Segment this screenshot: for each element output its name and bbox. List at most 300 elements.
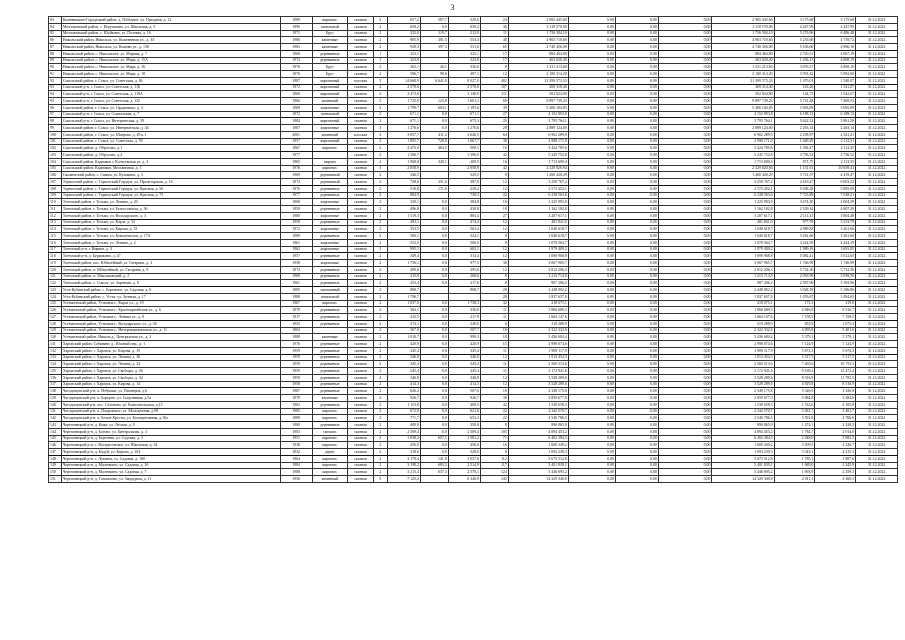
cell-residential-area: 1 195,6 (448, 104, 480, 111)
cell-residential-area: 675,3 (448, 118, 480, 125)
cell-completion-date: 31.12.2022 (856, 212, 898, 219)
cell-total-area: 728,6 (387, 179, 420, 186)
cell-wall-material: кирпичн. (312, 300, 347, 307)
cell-residents-count: 17 (480, 57, 508, 64)
cell-cost-fund: 0,00 (568, 23, 615, 30)
cell-residential-area: 324,1 (448, 233, 480, 240)
cell-max-cost-per-sqm: 1 540,07 (815, 77, 856, 84)
cell-max-cost-per-sqm: 4 706,0 (815, 415, 856, 422)
cell-total-cost: 1 162 182,8 (508, 206, 568, 213)
cell-completion-date: 31.12.2022 (856, 44, 898, 51)
cell-cost-local: 0,00 (658, 152, 712, 159)
cell-cost-total-owner: 2 889 124,00 (712, 125, 774, 132)
cell-cost-fund: 0,00 (568, 307, 615, 314)
cell-address: Сокольский район, г. Сокол, ул. Советская, д. 59 (61, 138, 280, 145)
cell-residential-area: 248,0 (448, 320, 480, 327)
cell-completion-date: 31.12.2022 (856, 165, 898, 172)
cell-wall-material: каменные (312, 37, 347, 44)
cell-cost-regional: 0,00 (615, 462, 658, 469)
cell-build-year: 1957 (280, 253, 312, 260)
cell-row-number: 88 (49, 50, 62, 57)
cell-max-cost-per-sqm: 2 328,5 (815, 422, 856, 429)
cell-address: Череповецкий р-н, с. Воскресенское, ул. Школьная, д. 34 (61, 442, 280, 449)
cell-build-year: 1961 (280, 239, 312, 246)
cell-max-cost-per-sqm: 3 756,32 (815, 152, 856, 159)
cell-total-area: 415,8 (387, 273, 420, 280)
cell-residential-area: 999,3 (448, 334, 480, 341)
cell-cost-per-sqm: 3 676,37 (774, 64, 815, 71)
cell-roof-type: скатная (348, 30, 374, 37)
cell-nonresidential-area: 0,0 (420, 395, 448, 402)
cell-cost-fund: 0,00 (568, 219, 615, 226)
table-row (49, 374, 898, 381)
cell-cost-total-owner: 6 238 563,6 (712, 192, 774, 199)
cell-row-number: 121 (49, 273, 62, 280)
cell-nonresidential-area: 637,3 (420, 469, 448, 476)
cell-address: Тотемский район, с. Спасье, ул. Заречная, д. 8 (61, 280, 280, 287)
cell-roof-type: плоская (348, 77, 374, 84)
cell-total-cost: 6 238 563,6 (508, 192, 568, 199)
cell-cost-regional: 0,00 (615, 273, 658, 280)
cell-total-area: 1 968,8 (387, 158, 420, 165)
cell-floors: 2 (373, 428, 387, 435)
cell-cost-per-sqm: 1 785,1 (774, 455, 815, 462)
cell-cost-regional: 0,00 (615, 17, 658, 24)
cell-floors: 2 (373, 260, 387, 267)
cell-total-cost: 5 436 684,4 (508, 334, 568, 341)
cell-cost-per-sqm: 1 649,29 (774, 138, 815, 145)
cell-cost-per-sqm: 5 672,3 (774, 347, 815, 354)
cell-wall-material: деревянные (312, 388, 347, 395)
cell-floors: 2 (373, 361, 387, 368)
cell-total-area: 2 058,9 (387, 165, 420, 172)
cell-nonresidential-area: 0,0 (420, 266, 448, 273)
cell-build-year: 1967 (280, 125, 312, 132)
cell-total-cost: 2 329 820,94 (508, 165, 568, 172)
cell-cost-total-owner: 502 824,80 (712, 91, 774, 98)
cell-cost-regional: 0,00 (615, 158, 658, 165)
cell-address: Харовский район, г. Харовск, ул. Ленина, д. 24 (61, 361, 280, 368)
page-number: 3 (450, 3, 455, 12)
cell-cost-fund: 0,00 (568, 455, 615, 462)
cell-build-year: 1977 (280, 152, 312, 159)
cell-completion-date: 31.12.2022 (856, 71, 898, 78)
cell-total-area: 1 010,7 (387, 334, 420, 341)
cell-cost-regional: 0,00 (615, 334, 658, 341)
cell-cost-regional: 0,00 (615, 152, 658, 159)
cell-cost-local: 0,00 (658, 64, 712, 71)
cell-cost-total-owner: 218 075,1 (712, 300, 774, 307)
cell-total-area: 1 396,7 (387, 152, 420, 159)
cell-total-cost: 5 446 695,2 (508, 469, 568, 476)
table-row (49, 226, 898, 233)
cell-cost-per-sqm: 4 419,47 (774, 179, 815, 186)
cell-cost-fund: 0,00 (568, 77, 615, 84)
cell-completion-date: 31.12.2022 (856, 449, 898, 456)
cell-residents-count: 27 (480, 111, 508, 118)
cell-nonresidential-area (420, 172, 448, 179)
cell-cost-total-owner: 4 963 710,60 (712, 37, 774, 44)
cell-total-area: 2 509,4 (387, 428, 420, 435)
cell-completion-date: 31.12.2022 (856, 347, 898, 354)
cell-completion-date: 31.12.2022 (856, 334, 898, 341)
cell-wall-material: деревянные (312, 185, 347, 192)
cell-roof-type: скатная (348, 253, 374, 260)
cell-cost-fund: 0,00 (568, 422, 615, 429)
cell-row-number: 120 (49, 266, 62, 273)
cell-cost-fund: 0,00 (568, 84, 615, 91)
cell-floors: 1 (373, 50, 387, 57)
cell-cost-local: 0,00 (658, 233, 712, 240)
cell-nonresidential-area: 604,1 (420, 104, 448, 111)
cell-cost-fund: 0,00 (568, 226, 615, 233)
cell-cost-per-sqm: 1 479,01 (774, 77, 815, 84)
cell-address: Молчановский район, с. Игрушкино, ул. Школьная, д. 5 (61, 23, 280, 30)
cell-cost-fund: 0,00 (568, 341, 615, 348)
cell-cost-local: 0,00 (658, 44, 712, 51)
cell-cost-local: 0,00 (658, 192, 712, 199)
cell-cost-regional: 0,00 (615, 287, 658, 294)
cell-wall-material: деревянные (312, 206, 347, 213)
cell-roof-type: скатная (348, 347, 374, 354)
cell-row-number: 108 (49, 185, 62, 192)
cell-cost-per-sqm: 5 082,41 (774, 253, 815, 260)
cell-address: Устюженский район, Устюжна г., Володарского ул., д. 38 (61, 320, 280, 327)
cell-total-cost: 218 075,1 (508, 300, 568, 307)
cell-residential-area: 420,9 (448, 341, 480, 348)
cell-total-area: 2 472,0 (387, 145, 420, 152)
cell-build-year: 1969 (280, 91, 312, 98)
cell-cost-total-owner: 1 690 968,8 (712, 253, 774, 260)
table-row (49, 219, 898, 226)
cell-max-cost-per-sqm: 3 261,66 (815, 233, 856, 240)
housing-register-table (48, 16, 898, 483)
cell-cost-regional: 0,00 (615, 388, 658, 395)
cell-address: Тотемский р-н, г. Вирков, д. 4 (61, 246, 280, 253)
cell-max-cost-per-sqm: 5 401,6 (815, 327, 856, 334)
cell-cost-fund: 0,00 (568, 37, 615, 44)
cell-cost-local: 0,00 (658, 266, 712, 273)
cell-address: Череповецкий р-н, д. Кажа, ул. Лесная, д. 8 (61, 422, 280, 429)
cell-build-year: 1974 (280, 266, 312, 273)
cell-total-area: 1 725,9 (387, 98, 420, 105)
cell-row-number: 86 (49, 37, 62, 44)
cell-cost-fund: 0,00 (568, 368, 615, 375)
cell-cost-local: 0,00 (658, 307, 712, 314)
cell-cost-regional: 0,00 (615, 266, 658, 273)
cell-total-area: 349,4 (387, 253, 420, 260)
cell-residential-area: 1 601,1 (448, 98, 480, 105)
cell-total-cost: 3 118 570,00 (508, 23, 568, 30)
cell-address: Череповецкий р-н, с. Луковец, ул. Садовая, д. 100 (61, 455, 280, 462)
cell-roof-type: скатная (348, 300, 374, 307)
cell-residential-area: 1 738,3 (448, 300, 480, 307)
cell-completion-date: 31.12.2022 (856, 455, 898, 462)
cell-completion-date: 31.12.2022 (856, 118, 898, 125)
cell-total-area: 1 895,7 (387, 138, 420, 145)
table-row (49, 84, 898, 91)
cell-floors: 2 (373, 395, 387, 402)
cell-cost-total-owner: 2 560 513,6 (712, 361, 774, 368)
cell-floors: 2 (373, 401, 387, 408)
cell-cost-fund: 0,00 (568, 401, 615, 408)
cell-roof-type: скатная (348, 307, 374, 314)
table-row (49, 57, 898, 64)
table-row (49, 172, 898, 179)
cell-completion-date: 31.12.2022 (856, 64, 898, 71)
cell-residents-count: 11 (480, 347, 508, 354)
cell-total-cost: 2 560 513,6 (508, 361, 568, 368)
cell-residents-count: 145 (480, 476, 508, 483)
cell-cost-total-owner: 5 406 104,85 (712, 104, 774, 111)
cell-residential-area: 345,4 (448, 361, 480, 368)
cell-total-area: 808,7 (387, 287, 420, 294)
cell-roof-type: скатная (348, 361, 374, 368)
table-row (49, 239, 898, 246)
cell-residential-area: 1 581,2 (448, 435, 480, 442)
cell-floors: 2 (373, 219, 387, 226)
cell-address: Харовский район, г. Харовск, ул. Кирова, д. 14 (61, 381, 280, 388)
cell-cost-regional: 0,00 (615, 368, 658, 375)
cell-residential-area: 212,9 (448, 30, 480, 37)
cell-row-number: 144 (49, 428, 62, 435)
cell-cost-total-owner: 2 573 452,1 (712, 185, 774, 192)
cell-cost-local: 0,00 (658, 212, 712, 219)
cell-total-area: 346,5 (387, 172, 420, 179)
cell-wall-material: деревянные (312, 273, 347, 280)
cell-total-cost: 884 464,80 (508, 50, 568, 57)
cell-total-area: 408,8 (387, 422, 420, 429)
cell-max-cost-per-sqm: 4 869,19 (815, 64, 856, 71)
cell-residents-count: 11 (480, 368, 508, 375)
cell-cost-per-sqm: 5 732,36 (774, 266, 815, 273)
cell-floors: 2 (373, 368, 387, 375)
cell-nonresidential-area: 0,0 (420, 374, 448, 381)
cell-completion-date: 31.12.2022 (856, 57, 898, 64)
cell-build-year: 1967 (280, 300, 312, 307)
cell-total-cost: 3 250 767,2 (508, 179, 568, 186)
cell-total-cost: 1 093 239,3 (508, 449, 568, 456)
cell-total-cost: 2 448 802,2 (508, 287, 568, 294)
cell-residents-count: 6 (480, 320, 508, 327)
cell-cost-fund: 0,00 (568, 347, 615, 354)
cell-roof-type: скатная (348, 239, 374, 246)
cell-floors: 2 (373, 64, 387, 71)
cell-cost-regional: 0,00 (615, 50, 658, 57)
cell-build-year: 1988 (280, 293, 312, 300)
cell-cost-regional: 0,00 (615, 219, 658, 226)
cell-cost-total-owner: 3 250 767,2 (712, 179, 774, 186)
cell-max-cost-per-sqm: 5 082,5 (815, 435, 856, 442)
cell-residents-count: 42 (480, 401, 508, 408)
cell-floors: 2 (373, 354, 387, 361)
cell-nonresidential-area: 0,0 (420, 253, 448, 260)
cell-cost-total-owner: 2 349 175,8 (712, 388, 774, 395)
cell-cost-per-sqm: 5 622,52 (774, 118, 815, 125)
cell-completion-date: 31.12.2022 (856, 125, 898, 132)
cell-floors: 2 (373, 327, 387, 334)
cell-build-year: 1988 (280, 469, 312, 476)
cell-total-cost: 5 675 512,8 (508, 455, 568, 462)
table-row (49, 131, 898, 138)
cell-floors: 2 (373, 118, 387, 125)
cell-residents-count: 65 (480, 44, 508, 51)
cell-roof-type: скатная (348, 260, 374, 267)
cell-residents-count: 8 (480, 239, 508, 246)
cell-address: Кожевниково-Городецкий район, д. Победное, ул. Праздная, д. 12 (61, 17, 280, 24)
cell-cost-local: 0,00 (658, 84, 712, 91)
cell-max-cost-per-sqm: 4 866,10 (815, 44, 856, 51)
cell-cost-regional: 0,00 (615, 212, 658, 219)
cell-cost-local: 0,00 (658, 435, 712, 442)
cell-total-cost: 1 979 409,2 (508, 246, 568, 253)
cell-residents-count: 8 (480, 280, 508, 287)
cell-total-area: 362,1 (387, 64, 420, 71)
cell-cost-fund: 0,00 (568, 293, 615, 300)
cell-cost-per-sqm: 4 929,8 (774, 381, 815, 388)
cell-row-number: 118 (49, 253, 62, 260)
cell-residents-count: 22 (480, 408, 508, 415)
cell-nonresidential-area: 0,0 (420, 300, 448, 307)
cell-cost-fund: 0,00 (568, 145, 615, 152)
table-row (49, 388, 898, 395)
cell-roof-type: скатная (348, 84, 374, 91)
cell-cost-fund: 0,00 (568, 415, 615, 422)
cell-cost-per-sqm: 2 587,96 (774, 280, 815, 287)
cell-cost-fund: 0,00 (568, 172, 615, 179)
cell-cost-per-sqm: 1 436,13 (774, 57, 815, 64)
cell-wall-material: кирпичные (312, 246, 347, 253)
cell-total-cost: 2 812 206,3 (508, 266, 568, 273)
cell-completion-date: 31.12.2022 (856, 111, 898, 118)
cell-cost-local: 0,00 (658, 469, 712, 476)
cell-nonresidential-area: 0,0 (420, 314, 448, 321)
cell-cost-per-sqm: 977,76 (774, 219, 815, 226)
cell-roof-type: скатная (348, 368, 374, 375)
table-row (49, 435, 898, 442)
cell-cost-per-sqm: 143,26 (774, 84, 815, 91)
cell-floors: 2 (373, 314, 387, 321)
cell-address: Сокольский район, г. Сокол, ул. Орджоника, д. 4 (61, 104, 280, 111)
cell-floors: 2 (373, 30, 387, 37)
table-row (49, 368, 898, 375)
cell-roof-type: скатная (348, 118, 374, 125)
cell-nonresidential-area (420, 91, 448, 98)
cell-cost-total-owner: 2 998 171,0 (712, 138, 774, 145)
cell-total-area: 493,1 (387, 219, 420, 226)
cell-total-area: 510,8 (387, 185, 420, 192)
cell-total-cost: 3 067 965,7 (508, 260, 568, 267)
cell-cost-fund: 0,00 (568, 354, 615, 361)
cell-address: Сокольский р-н, г. Сокол, ул. Советская, д. 125 (61, 98, 280, 105)
cell-cost-regional: 0,00 (615, 185, 658, 192)
cell-total-area: 626,2 (387, 388, 420, 395)
table-row (49, 320, 898, 327)
cell-total-cost: 896 865,9 (508, 422, 568, 429)
cell-residents-count: 107 (480, 84, 508, 91)
cell-row-number: 119 (49, 260, 62, 267)
cell-residents-count: 36 (480, 23, 508, 30)
cell-cost-regional: 0,00 (615, 226, 658, 233)
table-row (49, 428, 898, 435)
cell-completion-date: 31.12.2022 (856, 98, 898, 105)
cell-cost-fund: 0,00 (568, 57, 615, 64)
cell-floors: 2 (373, 111, 387, 118)
cell-total-cost: 1 866 689,3 (508, 307, 568, 314)
cell-residential-area: 507,7 (448, 327, 480, 334)
cell-max-cost-per-sqm: 7 124,9 (815, 341, 856, 348)
table-row (49, 118, 898, 125)
cell-total-cost: 3 172 941,6 (508, 368, 568, 375)
table-row (49, 280, 898, 287)
cell-cost-regional: 0,00 (615, 57, 658, 64)
cell-roof-type: скатная (348, 428, 374, 435)
cell-residential-area: 1 276,6 (448, 125, 480, 132)
cell-cost-local: 0,00 (658, 273, 712, 280)
cell-floors: 2 (373, 442, 387, 449)
cell-wall-material: Брус (312, 30, 347, 37)
cell-total-cost: 5 245 752,8 (508, 152, 568, 159)
cell-cost-regional: 0,00 (615, 239, 658, 246)
cell-total-cost: 319 288,9 (508, 320, 568, 327)
cell-build-year: 1962 (280, 246, 312, 253)
cell-row-number: 148 (49, 455, 62, 462)
cell-wall-material: кирпичный (312, 138, 347, 145)
cell-roof-type: скатная (348, 111, 374, 118)
cell-cost-total-owner: 369 314,40 (712, 84, 774, 91)
cell-floors: 2 (373, 287, 387, 294)
cell-cost-total-owner: 1 070 564,7 (712, 239, 774, 246)
cell-wall-material: деревянные (312, 361, 347, 368)
cell-roof-type: скатная (348, 327, 374, 334)
cell-nonresidential-area: 0,0 (420, 280, 448, 287)
cell-nonresidential-area: 0,0 (420, 361, 448, 368)
cell-cost-local: 0,00 (658, 395, 712, 402)
cell-build-year: 1976 (280, 64, 312, 71)
cell-address: Харовский район, г. Харовск, ул. Кирова, д. 19 (61, 347, 280, 354)
cell-total-area: 1 837,0 (387, 300, 420, 307)
cell-nonresidential-area: 0,0 (420, 246, 448, 253)
cell-residential-area: 2 509,4 (448, 428, 480, 435)
cell-address: Сокольский район, Кадников г, Ксеньевская ул, д. 4 (61, 158, 280, 165)
cell-address: Тотемский район, г. Тотьма, ул. Володарского, д. 3 (61, 212, 280, 219)
cell-roof-type: скатная (348, 314, 374, 321)
cell-cost-local: 0,00 (658, 462, 712, 469)
cell-address: Тотемский район, пос. Юбилейный, ул. Гагарина, д. 3 (61, 260, 280, 267)
cell-max-cost-per-sqm: 7 638,31 (815, 192, 856, 199)
cell-wall-material: деревянные (312, 266, 347, 273)
cell-total-cost: 1 225 993,9 (508, 199, 568, 206)
cell-floors: 2 (373, 422, 387, 429)
table-row (49, 327, 898, 334)
cell-cost-local: 0,00 (658, 287, 712, 294)
cell-row-number: 117 (49, 246, 62, 253)
cell-cost-per-sqm: 3 326,9 (774, 388, 815, 395)
cell-max-cost-per-sqm: 2 014,0 (815, 428, 856, 435)
cell-nonresidential-area: 728,0 (420, 138, 448, 145)
cell-floors: 2 (373, 388, 387, 395)
cell-nonresidential-area (420, 152, 448, 159)
cell-wall-material: деревянные (312, 280, 347, 287)
cell-build-year: 1976 (280, 165, 312, 172)
cell-completion-date: 31.12.2022 (856, 199, 898, 206)
cell-nonresidential-area: 411,2 (420, 131, 448, 138)
cell-cost-total-owner: 1 979 409,2 (712, 246, 774, 253)
cell-residential-area: 346,8 (448, 354, 480, 361)
cell-address: Сокольский район, г. Сокол, ул. Интернатская, д. 44 (61, 125, 280, 132)
table-row (49, 287, 898, 294)
cell-cost-fund: 0,00 (568, 266, 615, 273)
